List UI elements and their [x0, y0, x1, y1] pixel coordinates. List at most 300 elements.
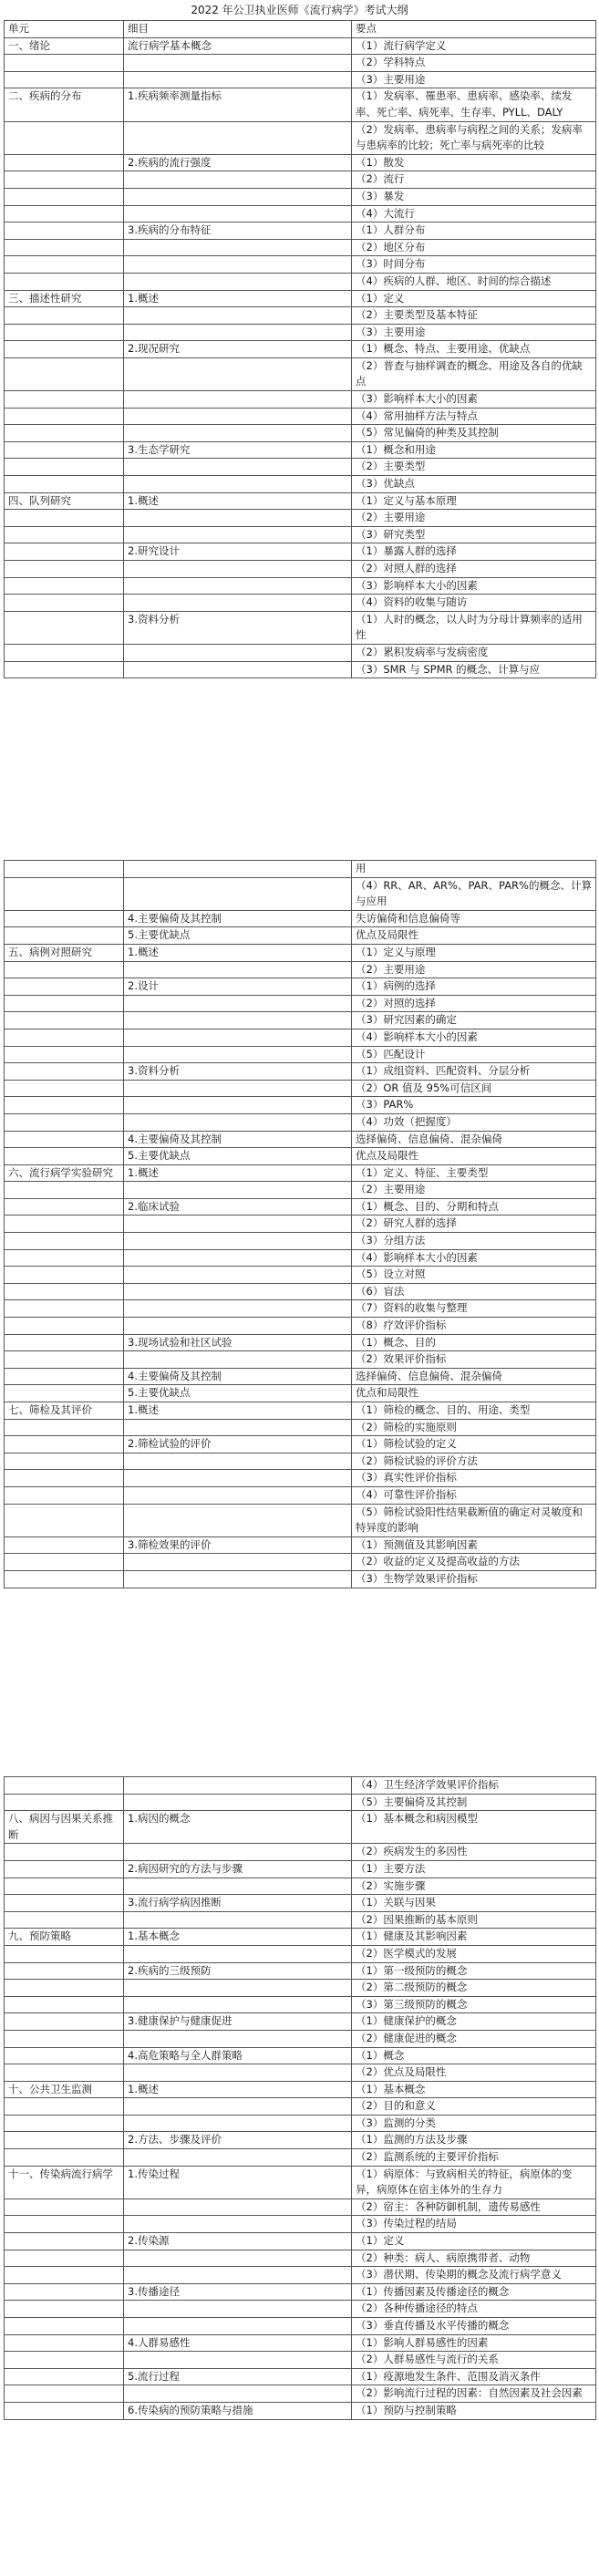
table-row	[5, 1318, 596, 1335]
unit-cell	[5, 2013, 124, 2031]
unit-cell	[5, 961, 124, 978]
table-row	[5, 357, 596, 390]
unit-cell	[5, 441, 124, 459]
item-cell: 3.疾病的分布特征	[124, 222, 352, 240]
table-row	[5, 341, 596, 358]
unit-cell	[5, 877, 124, 910]
table-row	[5, 1811, 596, 1844]
unit-cell	[5, 1148, 124, 1165]
unit-cell	[5, 2385, 124, 2403]
unit-cell	[5, 2132, 124, 2149]
key-point-cell: （3）主要用途	[352, 71, 596, 88]
table-row	[5, 2216, 596, 2233]
table-row	[5, 2283, 596, 2301]
table-row	[5, 273, 596, 290]
key-point-cell: （1）疫源地发生条件、范围及消灭条件	[352, 2368, 596, 2385]
table-row	[5, 1148, 596, 1165]
table-row	[5, 205, 596, 222]
item-cell: 3.现场试验和社区试验	[124, 1334, 352, 1351]
table-row	[5, 1080, 596, 1097]
table-row	[5, 1402, 596, 1420]
item-cell: 1.概述	[124, 944, 352, 961]
table-row	[5, 1283, 596, 1300]
table-row	[5, 1794, 596, 1811]
item-cell	[124, 171, 352, 189]
unit-cell	[5, 1249, 124, 1267]
item-cell	[124, 55, 352, 72]
table-row	[5, 1385, 596, 1402]
item-cell: 2.传染源	[124, 2233, 352, 2250]
key-point-cell: （1）概念、目的	[352, 1334, 596, 1351]
unit-cell	[5, 2030, 124, 2047]
unit-cell	[5, 2064, 124, 2082]
unit-cell: 三、描述性研究	[5, 290, 124, 307]
unit-cell	[5, 526, 124, 543]
unit-cell	[5, 1436, 124, 1454]
key-point-cell: 优点和局限性	[352, 1385, 596, 1402]
key-point-cell: （1）影响人群易感性的因素	[352, 2334, 596, 2352]
table-row	[5, 1945, 596, 1962]
table-row	[5, 1470, 596, 1487]
unit-cell	[5, 188, 124, 205]
header-item-cell: 细目	[124, 21, 352, 38]
key-point-cell: （4）大流行	[352, 205, 596, 222]
unit-cell	[5, 2216, 124, 2233]
unit-cell	[5, 1911, 124, 1929]
key-point-cell: （1）筛检的概念、目的、用途、类型	[352, 1402, 596, 1420]
table-row	[5, 2098, 596, 2116]
item-cell	[124, 1046, 352, 1063]
item-cell	[124, 661, 352, 678]
table-row	[5, 510, 596, 527]
item-cell	[124, 1777, 352, 1795]
key-point-cell: （2）人群易感性与流行的关系	[352, 2352, 596, 2369]
key-point-cell: （3）研究因素的确定	[352, 1012, 596, 1029]
unit-cell	[5, 1097, 124, 1114]
key-point-cell: （2）主要用途	[352, 1182, 596, 1199]
unit-cell	[5, 171, 124, 189]
item-cell: 流行病学基本概念	[124, 37, 352, 55]
key-point-cell: （1）基本概念	[352, 2081, 596, 2098]
key-point-cell: （1）病例的选择	[352, 978, 596, 996]
unit-cell	[5, 1113, 124, 1131]
key-point-cell: （2）医学模式的发展	[352, 1945, 596, 1962]
item-cell	[124, 1080, 352, 1097]
table-row	[5, 1929, 596, 1946]
table-row	[5, 1233, 596, 1250]
key-point-cell: （4）可靠性评价指标	[352, 1486, 596, 1504]
unit-cell	[5, 1980, 124, 1997]
table-row	[5, 1063, 596, 1081]
table-row	[5, 1962, 596, 1980]
unit-cell	[5, 1895, 124, 1912]
item-cell	[124, 1844, 352, 1861]
table-row	[5, 441, 596, 459]
table-row	[5, 1996, 596, 2013]
table-row	[5, 2047, 596, 2064]
table-row	[5, 2250, 596, 2267]
item-cell: 2.设计	[124, 978, 352, 996]
table-row	[5, 1182, 596, 1199]
key-point-cell: （1）概念	[352, 2047, 596, 2064]
key-point-cell: （6）盲法	[352, 1283, 596, 1300]
table-row	[5, 1419, 596, 1436]
item-cell	[124, 2352, 352, 2369]
unit-cell	[5, 222, 124, 240]
key-point-cell: （1）定义与基本原理	[352, 492, 596, 510]
item-cell: 1.概述	[124, 492, 352, 510]
item-cell	[124, 1216, 352, 1233]
item-cell	[124, 121, 352, 154]
table-row	[5, 1334, 596, 1351]
item-cell	[124, 1267, 352, 1284]
unit-cell	[5, 1860, 124, 1878]
unit-cell	[5, 1012, 124, 1029]
item-cell	[124, 1470, 352, 1487]
table-row	[5, 324, 596, 341]
key-point-cell: （3）第三级预防的概念	[352, 1996, 596, 2013]
key-point-cell: （2）主要用途	[352, 510, 596, 527]
key-point-cell: （2）对照人群的选择	[352, 561, 596, 578]
table-row	[5, 1777, 596, 1795]
key-point-cell: （2）健康促进的概念	[352, 2030, 596, 2047]
item-cell	[124, 459, 352, 476]
item-cell	[124, 2098, 352, 2116]
table-row	[5, 910, 596, 927]
key-point-cell: （1）散发	[352, 154, 596, 171]
item-cell	[124, 577, 352, 595]
key-point-cell: 失访偏倚和信息偏倚等	[352, 910, 596, 927]
key-point-cell: （2）因果推断的基本原则	[352, 1911, 596, 1929]
unit-cell	[5, 1351, 124, 1369]
table-row	[5, 88, 596, 121]
table-row	[5, 526, 596, 543]
item-cell	[124, 71, 352, 88]
key-point-cell: （3）优缺点	[352, 476, 596, 493]
unit-cell	[5, 256, 124, 274]
unit-cell	[5, 1878, 124, 1895]
item-cell	[124, 1029, 352, 1046]
table-row	[5, 1911, 596, 1929]
key-point-cell: （5）主要偏倚及其控制	[352, 1794, 596, 1811]
item-cell: 1.概述	[124, 2081, 352, 2098]
unit-cell	[5, 510, 124, 527]
key-point-cell: （2）第二级预防的概念	[352, 1980, 596, 1997]
table-row	[5, 1029, 596, 1046]
key-point-cell: （2）收益的定义及提高收益的方法	[352, 1554, 596, 1571]
key-point-cell: （1）筛检试验的定义	[352, 1436, 596, 1454]
item-cell	[124, 526, 352, 543]
key-point-cell: （1）发病率、罹患率、患病率、感染率、续发率、死亡率、病死率、生存率、PYLL、DALY	[352, 88, 596, 121]
unit-cell	[5, 341, 124, 358]
key-point-cell: （3）潜伏期、传染期的概念及流行病学意义	[352, 2267, 596, 2284]
item-cell: 5.主要优缺点	[124, 1148, 352, 1165]
table-row	[5, 1844, 596, 1861]
unit-cell	[5, 2047, 124, 2064]
table-row	[5, 1046, 596, 1063]
table-row	[5, 492, 596, 510]
key-point-cell: （5）匹配设计	[352, 1046, 596, 1063]
item-cell	[124, 2216, 352, 2233]
item-cell: 1.概述	[124, 290, 352, 307]
unit-cell	[5, 307, 124, 325]
unit-cell	[5, 1777, 124, 1795]
key-point-cell: （4）资料的收集与随访	[352, 595, 596, 612]
item-cell: 1.病因的概念	[124, 1811, 352, 1844]
table-header-row	[5, 21, 596, 38]
key-point-cell: （1）主要方法	[352, 1860, 596, 1878]
key-point-cell: （4）影响样本大小的因素	[352, 1249, 596, 1267]
table-row	[5, 37, 596, 55]
key-point-cell: （3）分组方法	[352, 1233, 596, 1250]
item-cell	[124, 425, 352, 442]
item-cell	[124, 1233, 352, 1250]
item-cell	[124, 2385, 352, 2403]
unit-cell	[5, 1182, 124, 1199]
unit-cell	[5, 978, 124, 996]
syllabus-table-part-2	[4, 860, 596, 1588]
table-row	[5, 1164, 596, 1182]
unit-cell: 二、疾病的分布	[5, 88, 124, 121]
key-point-cell: （5）筛检试验阳性结果截断值的确定对灵敏度和特异度的影响	[352, 1504, 596, 1536]
key-point-cell: （1）预防与控制策略	[352, 2402, 596, 2419]
unit-cell	[5, 1046, 124, 1063]
table-row	[5, 2334, 596, 2352]
item-cell	[124, 644, 352, 661]
table-row	[5, 476, 596, 493]
item-cell	[124, 877, 352, 910]
item-cell	[124, 205, 352, 222]
table-row	[5, 543, 596, 561]
unit-cell	[5, 273, 124, 290]
table-row	[5, 1453, 596, 1470]
table-row	[5, 459, 596, 476]
key-point-cell: 优点及局限性	[352, 1148, 596, 1165]
item-cell: 5.主要优缺点	[124, 1385, 352, 1402]
item-cell	[124, 188, 352, 205]
item-cell	[124, 961, 352, 978]
key-point-cell: （5）常见偏倚的种类及其控制	[352, 425, 596, 442]
item-cell: 3.流行病学病因推断	[124, 1895, 352, 1912]
table-row	[5, 2115, 596, 2132]
item-cell	[124, 324, 352, 341]
table-row	[5, 1113, 596, 1131]
key-point-cell: （4）常用抽样方法与特点	[352, 408, 596, 425]
unit-cell	[5, 1486, 124, 1504]
item-cell	[124, 1570, 352, 1588]
item-cell: 4.主要偏倚及其控制	[124, 910, 352, 927]
item-cell: 2.疾病的流行强度	[124, 154, 352, 171]
key-point-cell: （2）种类：病人、病原携带者、动物	[352, 2250, 596, 2267]
item-cell: 3.生态学研究	[124, 441, 352, 459]
key-point-cell: （2）优点及局限性	[352, 2064, 596, 2082]
unit-cell: 十、公共卫生监测	[5, 2081, 124, 2098]
unit-cell	[5, 1453, 124, 1470]
unit-cell	[5, 2250, 124, 2267]
unit-cell	[5, 1029, 124, 1046]
unit-cell	[5, 1945, 124, 1962]
table-row	[5, 2352, 596, 2369]
item-cell	[124, 1113, 352, 1131]
table-row	[5, 2149, 596, 2167]
unit-cell	[5, 1536, 124, 1554]
table-row	[5, 256, 596, 274]
unit-cell	[5, 205, 124, 222]
unit-cell	[5, 1063, 124, 1081]
table-row	[5, 1249, 596, 1267]
key-point-cell: （2）地区分布	[352, 239, 596, 256]
unit-cell	[5, 2233, 124, 2250]
item-cell	[124, 1300, 352, 1318]
key-point-cell: （4）影响样本大小的因素	[352, 1029, 596, 1046]
unit-cell: 一、绪论	[5, 37, 124, 55]
table-row	[5, 611, 596, 644]
table-row	[5, 978, 596, 996]
item-cell	[124, 1453, 352, 1470]
table-row	[5, 2233, 596, 2250]
table-row	[5, 2402, 596, 2419]
table-row	[5, 1300, 596, 1318]
unit-cell: 五、病例对照研究	[5, 944, 124, 961]
key-point-cell: （2）影响流行过程的因素：自然因素及社会因素	[352, 2385, 596, 2403]
unit-cell	[5, 543, 124, 561]
key-point-cell: （2）筛检试验的评价方法	[352, 1453, 596, 1470]
item-cell	[124, 1980, 352, 1997]
unit-cell	[5, 391, 124, 409]
table-row	[5, 2368, 596, 2385]
table-row	[5, 1216, 596, 1233]
unit-cell	[5, 2198, 124, 2216]
key-point-cell: （3）暴发	[352, 188, 596, 205]
unit-cell	[5, 1198, 124, 1216]
item-cell	[124, 476, 352, 493]
item-cell	[124, 2030, 352, 2047]
item-cell: 1.概述	[124, 1164, 352, 1182]
item-cell	[124, 2267, 352, 2284]
key-point-cell: 选择偏倚、信息偏倚、混杂偏倚	[352, 1131, 596, 1148]
item-cell	[124, 1249, 352, 1267]
unit-cell	[5, 2149, 124, 2167]
table-row	[5, 1504, 596, 1536]
unit-cell	[5, 1794, 124, 1811]
unit-cell	[5, 2318, 124, 2335]
item-cell	[124, 2250, 352, 2267]
item-cell	[124, 2064, 352, 2082]
item-cell	[124, 1996, 352, 2013]
unit-cell	[5, 1318, 124, 1335]
unit-cell	[5, 1233, 124, 1250]
key-point-cell: （1）成组资料、匹配资料、分层分析	[352, 1063, 596, 1081]
item-cell: 1.传染过程	[124, 2166, 352, 2198]
table-row	[5, 2064, 596, 2082]
unit-cell	[5, 2283, 124, 2301]
key-point-cell: （1）流行病学定义	[352, 37, 596, 55]
item-cell: 2.疾病的三级预防	[124, 1962, 352, 1980]
table-row	[5, 877, 596, 910]
unit-cell	[5, 611, 124, 644]
item-cell	[124, 357, 352, 390]
key-point-cell: （8）疗效评价指标	[352, 1318, 596, 1335]
table-row	[5, 222, 596, 240]
table-row	[5, 661, 596, 678]
unit-cell	[5, 408, 124, 425]
unit-cell	[5, 644, 124, 661]
key-point-cell: （3）真实性评价指标	[352, 1470, 596, 1487]
table-row	[5, 290, 596, 307]
table-row	[5, 1436, 596, 1454]
item-cell	[124, 1419, 352, 1436]
table-row	[5, 188, 596, 205]
unit-cell	[5, 1300, 124, 1318]
item-cell	[124, 1486, 352, 1504]
table-row	[5, 1554, 596, 1571]
table-row	[5, 1895, 596, 1912]
unit-cell	[5, 357, 124, 390]
unit-cell	[5, 1267, 124, 1284]
unit-cell	[5, 577, 124, 595]
table-row	[5, 1351, 596, 1369]
item-cell	[124, 307, 352, 325]
unit-cell: 四、队列研究	[5, 492, 124, 510]
key-point-cell: （2）流行	[352, 171, 596, 189]
table-row	[5, 595, 596, 612]
key-point-cell: （2）主要用途	[352, 961, 596, 978]
item-cell	[124, 2318, 352, 2335]
unit-cell	[5, 1216, 124, 1233]
item-cell	[124, 1554, 352, 1571]
unit-cell	[5, 2402, 124, 2419]
key-point-cell: （4）疾病的人群、地区、时间的综合描述	[352, 273, 596, 290]
item-cell: 3.健康保护与健康促进	[124, 2013, 352, 2031]
key-point-cell: （5）设立对照	[352, 1267, 596, 1284]
unit-cell	[5, 239, 124, 256]
key-point-cell: （2）目的和意义	[352, 2098, 596, 2116]
unit-cell	[5, 1419, 124, 1436]
item-cell: 1.疾病频率测量指标	[124, 88, 352, 121]
key-point-cell: （2）主要类型及基本特征	[352, 307, 596, 325]
unit-cell	[5, 1470, 124, 1487]
unit-cell	[5, 595, 124, 612]
document-title: 2022 年公卫执业医师《流行病学》考试大纲	[191, 4, 408, 16]
key-point-cell: （2）宿主：各种防御机制，遗传易感性	[352, 2198, 596, 2216]
syllabus-table-part-1	[4, 20, 596, 678]
table-row	[5, 961, 596, 978]
key-point-cell: （3）研究类型	[352, 526, 596, 543]
item-cell	[124, 1097, 352, 1114]
table-row	[5, 927, 596, 945]
unit-cell	[5, 910, 124, 927]
key-point-cell: （3）监测的分类	[352, 2115, 596, 2132]
item-cell	[124, 391, 352, 409]
item-cell: 3.资料分析	[124, 1063, 352, 1081]
item-cell: 4.高危策略与全人群策略	[124, 2047, 352, 2064]
table-row	[5, 1368, 596, 1385]
item-cell	[124, 2149, 352, 2167]
key-point-cell: （1）定义与原理	[352, 944, 596, 961]
key-point-cell: （2）研究人群的选择	[352, 1216, 596, 1233]
item-cell	[124, 1945, 352, 1962]
table-row	[5, 1012, 596, 1029]
item-cell: 4.主要偏倚及其控制	[124, 1368, 352, 1385]
table-row	[5, 1980, 596, 1997]
table-row	[5, 561, 596, 578]
unit-cell	[5, 1368, 124, 1385]
key-point-cell: （2）监测系统的主要评价指标	[352, 2149, 596, 2167]
item-cell	[124, 1911, 352, 1929]
unit-cell	[5, 71, 124, 88]
table-row	[5, 1878, 596, 1895]
table-row	[5, 861, 596, 878]
